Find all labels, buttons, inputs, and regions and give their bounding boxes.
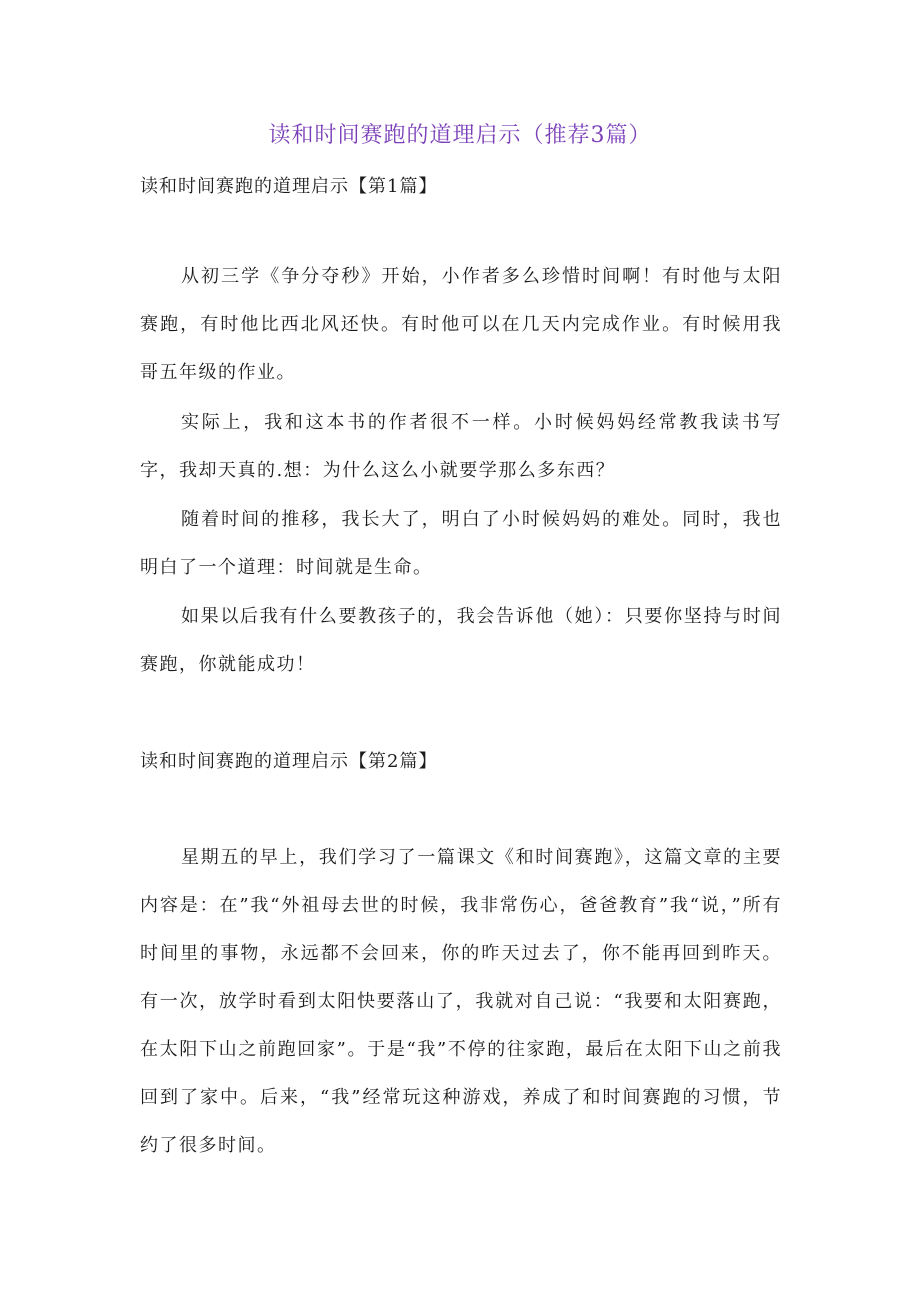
section-1-paragraph-4: 如果以后我有什么要教孩子的，我会告诉他（她）：只要你坚持与时间赛跑，你就能成功！ xyxy=(140,606,782,675)
section-1-paragraph-3: 随着时间的推移，我长大了，明白了小时候妈妈的难处。同时，我也明白了一个道理：时间就是生命。 xyxy=(140,509,782,578)
section-1-paragraph-1: 从初三学《争分夺秒》开始，小作者多么珍惜时间啊！有时他与太阳赛跑，有时他比西北风还快。有时他可以在几天内完成作业。有时候用我哥五年级的作业。 xyxy=(140,266,782,383)
section-heading-1: 读和时间赛跑的道理启示【第1篇】 xyxy=(140,176,438,197)
section-1-paragraph-2: 实际上，我和这本书的作者很不一样。小时候妈妈经常教我读书写字，我却天真的.想：为什么这么小就要学那么多东西？ xyxy=(140,412,782,481)
section-heading-2: 读和时间赛跑的道理启示【第2篇】 xyxy=(140,751,438,772)
document-title: 读和时间赛跑的道理启示（推荐3篇） xyxy=(268,123,652,148)
section-2-paragraph-1: 星期五的早上，我们学习了一篇课文《和时间赛跑》，这篇文章的主要内容是：在”我“外祖母去世的时候，我非常伤心，爸爸教育”我“说，”所有时间里的事物，永远都不会回来，你的昨天过去了，你不能再回到昨天。有一次，放学时看到太阳快要落山了，我就对自己说：“我要和太阳赛跑，在太阳下山之前跑回家”。于是“我”不停的往家跑，最后在太阳下山之前我回到了家中。后来，“我”经常玩这种游戏，养成了和时间赛跑的习惯，节约了很多时间。 xyxy=(140,847,782,1156)
